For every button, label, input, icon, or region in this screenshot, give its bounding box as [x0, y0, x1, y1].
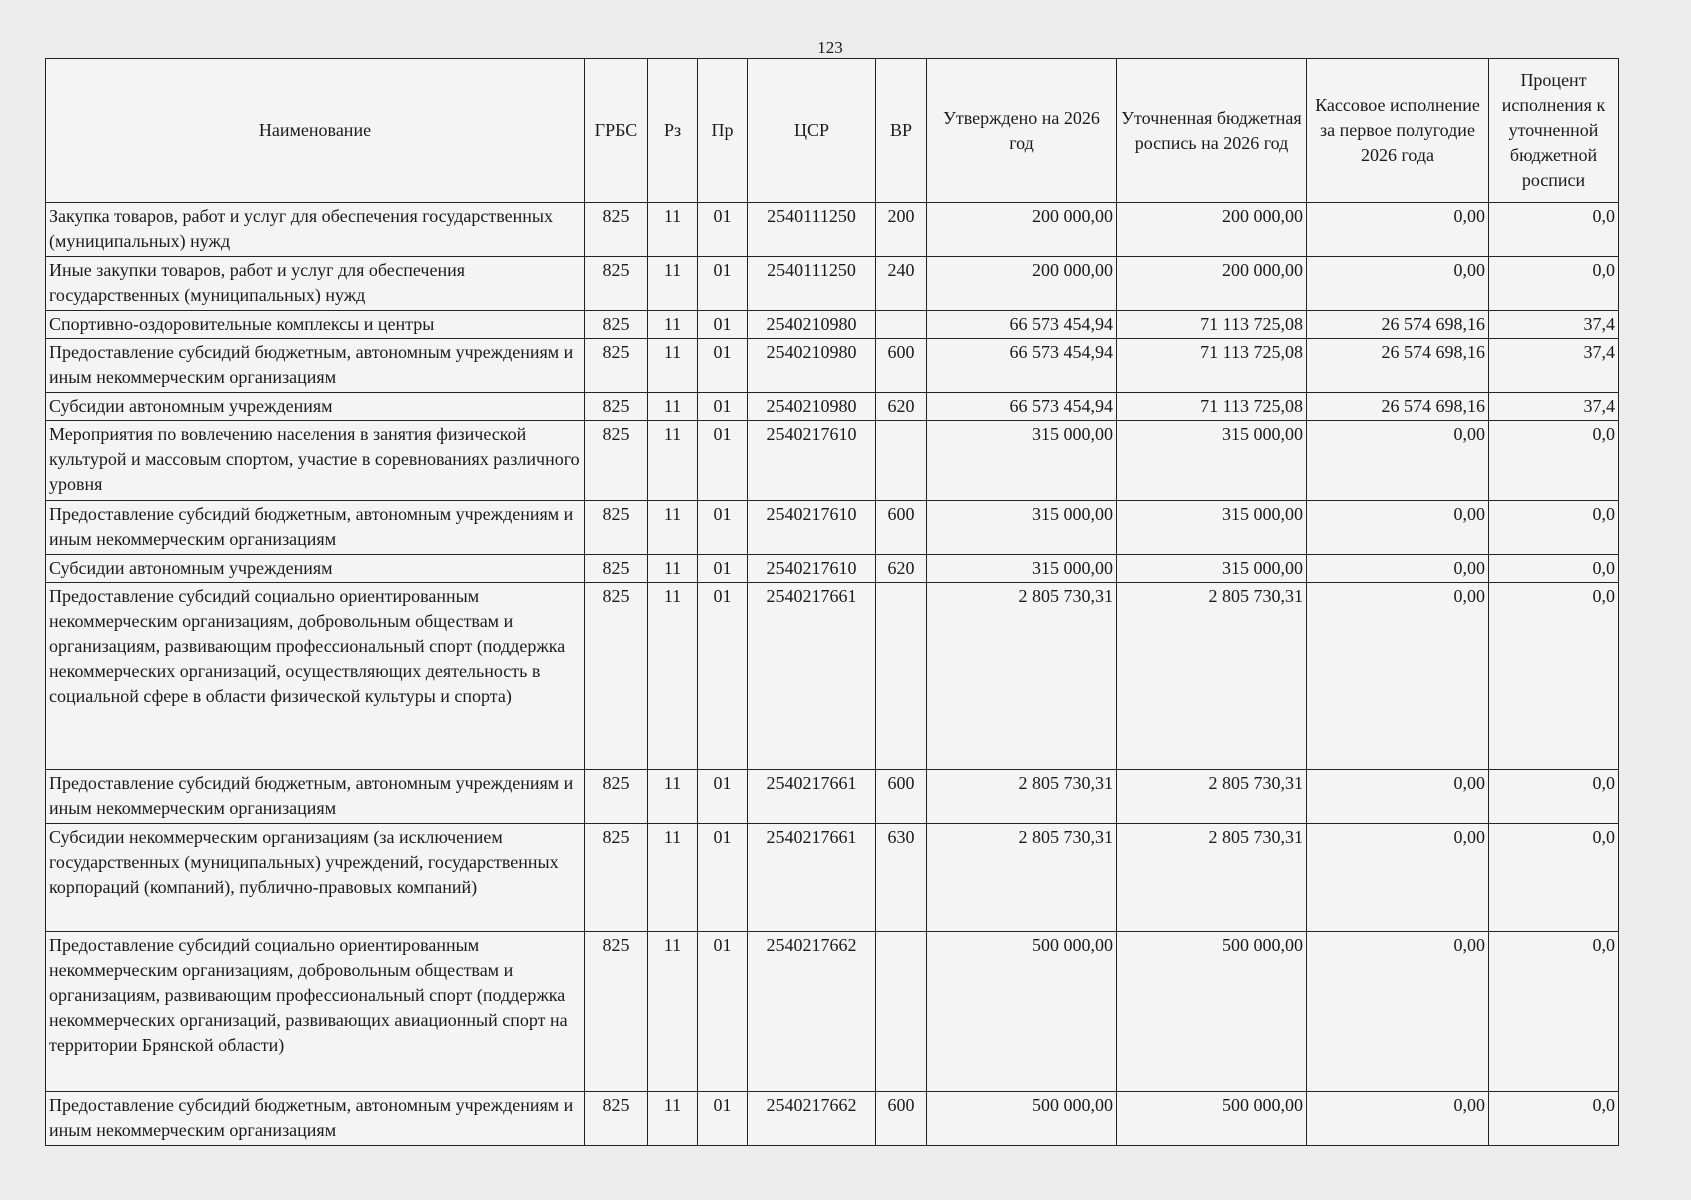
row-refined: 315 000,00 — [1117, 421, 1307, 501]
row-refined: 2 805 730,31 — [1117, 770, 1307, 824]
row-approved: 315 000,00 — [927, 501, 1117, 555]
row-name: Предоставление субсидий социально ориентированным некоммерческим организациям, добровольным обществам и организациям, развивающим профессиональный спорт (поддержка некоммерческих организаций, развивающих авиационный спорт на территории Брянской области) — [46, 932, 585, 1092]
row-name: Субсидии автономным учреждениям — [46, 555, 585, 583]
table-row — [46, 1092, 1619, 1146]
row-grbs: 825 — [585, 501, 648, 555]
row-rz: 11 — [648, 203, 698, 257]
row-name: Субсидии некоммерческим организациям (за исключением государственных (муниципальных) учреждений, государственных корпораций (компаний), публично-правовых компаний) — [46, 824, 585, 932]
row-csr: 2540217661 — [748, 583, 876, 770]
row-csr: 2540217610 — [748, 501, 876, 555]
row-percent: 0,0 — [1489, 1092, 1619, 1146]
row-pr: 01 — [698, 203, 748, 257]
row-vr: 200 — [876, 203, 927, 257]
row-pr: 01 — [698, 583, 748, 770]
row-refined: 315 000,00 — [1117, 501, 1307, 555]
row-csr: 2540217662 — [748, 932, 876, 1092]
row-rz: 11 — [648, 932, 698, 1092]
row-cash: 0,00 — [1307, 421, 1489, 501]
row-name: Предоставление субсидий социально ориентированным некоммерческим организациям, добровольным обществам и организациям, развивающим профессиональный спорт (поддержка некоммерческих организаций, осуществляющих деятельность в социальной сфере в области физической культуры и спорта) — [46, 583, 585, 770]
row-csr: 2540210980 — [748, 311, 876, 339]
row-approved: 66 573 454,94 — [927, 393, 1117, 421]
row-grbs: 825 — [585, 770, 648, 824]
row-pr: 01 — [698, 555, 748, 583]
row-rz: 11 — [648, 1092, 698, 1146]
row-cash: 0,00 — [1307, 583, 1489, 770]
row-csr: 2540210980 — [748, 339, 876, 393]
row-cash: 0,00 — [1307, 555, 1489, 583]
row-refined: 315 000,00 — [1117, 555, 1307, 583]
row-csr: 2540111250 — [748, 203, 876, 257]
row-grbs: 825 — [585, 393, 648, 421]
row-refined: 71 113 725,08 — [1117, 339, 1307, 393]
row-approved: 2 805 730,31 — [927, 770, 1117, 824]
row-refined: 2 805 730,31 — [1117, 583, 1307, 770]
row-csr: 2540217662 — [748, 1092, 876, 1146]
row-pr: 01 — [698, 501, 748, 555]
header-percent: Процент исполнения к уточненной бюджетной росписи — [1489, 59, 1619, 203]
row-percent: 0,0 — [1489, 203, 1619, 257]
row-pr: 01 — [698, 393, 748, 421]
table-row — [46, 824, 1619, 932]
table-row — [46, 501, 1619, 555]
row-vr: 620 — [876, 555, 927, 583]
row-csr: 2540217610 — [748, 555, 876, 583]
row-cash: 0,00 — [1307, 203, 1489, 257]
row-vr: 600 — [876, 770, 927, 824]
row-pr: 01 — [698, 932, 748, 1092]
row-refined: 200 000,00 — [1117, 203, 1307, 257]
row-rz: 11 — [648, 421, 698, 501]
row-rz: 11 — [648, 583, 698, 770]
row-refined: 71 113 725,08 — [1117, 393, 1307, 421]
row-approved: 2 805 730,31 — [927, 824, 1117, 932]
row-cash: 26 574 698,16 — [1307, 393, 1489, 421]
row-cash: 26 574 698,16 — [1307, 339, 1489, 393]
table-row — [46, 421, 1619, 501]
row-csr: 2540210980 — [748, 393, 876, 421]
row-grbs: 825 — [585, 421, 648, 501]
header-approved: Утверждено на 2026 год — [927, 59, 1117, 203]
row-approved: 200 000,00 — [927, 257, 1117, 311]
budget-table — [45, 58, 1619, 1146]
row-pr: 01 — [698, 770, 748, 824]
row-cash: 0,00 — [1307, 501, 1489, 555]
row-vr: 240 — [876, 257, 927, 311]
row-name: Предоставление субсидий бюджетным, автономным учреждениям и иным некоммерческим организациям — [46, 501, 585, 555]
table-row — [46, 583, 1619, 770]
row-vr: 620 — [876, 393, 927, 421]
row-vr — [876, 311, 927, 339]
row-percent: 0,0 — [1489, 555, 1619, 583]
row-rz: 11 — [648, 311, 698, 339]
row-cash: 0,00 — [1307, 257, 1489, 311]
row-percent: 0,0 — [1489, 257, 1619, 311]
header-pr: Пр — [698, 59, 748, 203]
row-percent: 0,0 — [1489, 421, 1619, 501]
row-grbs: 825 — [585, 555, 648, 583]
table-row — [46, 339, 1619, 393]
row-cash: 0,00 — [1307, 932, 1489, 1092]
header-refined: Уточненная бюджетная роспись на 2026 год — [1117, 59, 1307, 203]
row-grbs: 825 — [585, 583, 648, 770]
header-grbs: ГРБС — [585, 59, 648, 203]
row-percent: 0,0 — [1489, 501, 1619, 555]
row-approved: 315 000,00 — [927, 421, 1117, 501]
page-number: 123 — [817, 38, 843, 57]
row-refined: 71 113 725,08 — [1117, 311, 1307, 339]
row-csr: 2540111250 — [748, 257, 876, 311]
row-percent: 37,4 — [1489, 311, 1619, 339]
row-percent: 0,0 — [1489, 583, 1619, 770]
row-name: Спортивно-оздоровительные комплексы и центры — [46, 311, 585, 339]
row-pr: 01 — [698, 257, 748, 311]
row-name: Предоставление субсидий бюджетным, автономным учреждениям и иным некоммерческим организациям — [46, 1092, 585, 1146]
header-vr: ВР — [876, 59, 927, 203]
row-rz: 11 — [648, 770, 698, 824]
row-vr: 600 — [876, 501, 927, 555]
row-csr: 2540217610 — [748, 421, 876, 501]
row-vr — [876, 932, 927, 1092]
row-cash: 0,00 — [1307, 1092, 1489, 1146]
table-row — [46, 555, 1619, 583]
row-percent: 0,0 — [1489, 770, 1619, 824]
row-pr: 01 — [698, 824, 748, 932]
row-rz: 11 — [648, 501, 698, 555]
row-pr: 01 — [698, 1092, 748, 1146]
row-vr: 600 — [876, 339, 927, 393]
header-csr: ЦСР — [748, 59, 876, 203]
row-pr: 01 — [698, 311, 748, 339]
row-vr: 630 — [876, 824, 927, 932]
row-rz: 11 — [648, 257, 698, 311]
row-approved: 315 000,00 — [927, 555, 1117, 583]
row-refined: 500 000,00 — [1117, 1092, 1307, 1146]
row-csr: 2540217661 — [748, 770, 876, 824]
row-percent: 37,4 — [1489, 393, 1619, 421]
table-row — [46, 932, 1619, 1092]
row-refined: 2 805 730,31 — [1117, 824, 1307, 932]
row-percent: 0,0 — [1489, 824, 1619, 932]
row-vr — [876, 421, 927, 501]
row-name: Закупка товаров, работ и услуг для обеспечения государственных (муниципальных) нужд — [46, 203, 585, 257]
row-rz: 11 — [648, 393, 698, 421]
row-grbs: 825 — [585, 1092, 648, 1146]
row-approved: 500 000,00 — [927, 1092, 1117, 1146]
row-rz: 11 — [648, 555, 698, 583]
table-row — [46, 770, 1619, 824]
row-csr: 2540217661 — [748, 824, 876, 932]
row-name: Иные закупки товаров, работ и услуг для обеспечения государственных (муниципальных) нужд — [46, 257, 585, 311]
row-approved: 2 805 730,31 — [927, 583, 1117, 770]
table-row — [46, 203, 1619, 257]
row-vr — [876, 583, 927, 770]
row-percent: 0,0 — [1489, 932, 1619, 1092]
row-cash: 0,00 — [1307, 770, 1489, 824]
row-percent: 37,4 — [1489, 339, 1619, 393]
row-grbs: 825 — [585, 257, 648, 311]
table-row — [46, 311, 1619, 339]
row-name: Мероприятия по вовлечению населения в занятия физической культурой и массовым спортом, участие в соревнованиях различного уровня — [46, 421, 585, 501]
row-grbs: 825 — [585, 311, 648, 339]
table-row — [46, 257, 1619, 311]
row-name: Субсидии автономным учреждениям — [46, 393, 585, 421]
row-name: Предоставление субсидий бюджетным, автономным учреждениям и иным некоммерческим организациям — [46, 339, 585, 393]
row-grbs: 825 — [585, 203, 648, 257]
header-row — [46, 59, 1619, 203]
row-pr: 01 — [698, 421, 748, 501]
row-approved: 66 573 454,94 — [927, 311, 1117, 339]
row-approved: 200 000,00 — [927, 203, 1117, 257]
row-refined: 500 000,00 — [1117, 932, 1307, 1092]
row-grbs: 825 — [585, 932, 648, 1092]
row-pr: 01 — [698, 339, 748, 393]
table-row — [46, 393, 1619, 421]
row-grbs: 825 — [585, 824, 648, 932]
row-approved: 500 000,00 — [927, 932, 1117, 1092]
header-rz: Рз — [648, 59, 698, 203]
row-vr: 600 — [876, 1092, 927, 1146]
row-grbs: 825 — [585, 339, 648, 393]
header-name: Наименование — [46, 59, 585, 203]
row-cash: 26 574 698,16 — [1307, 311, 1489, 339]
row-rz: 11 — [648, 339, 698, 393]
header-cash: Кассовое исполнение за первое полугодие 2026 года — [1307, 59, 1489, 203]
row-cash: 0,00 — [1307, 824, 1489, 932]
row-approved: 66 573 454,94 — [927, 339, 1117, 393]
row-rz: 11 — [648, 824, 698, 932]
row-name: Предоставление субсидий бюджетным, автономным учреждениям и иным некоммерческим организациям — [46, 770, 585, 824]
row-refined: 200 000,00 — [1117, 257, 1307, 311]
